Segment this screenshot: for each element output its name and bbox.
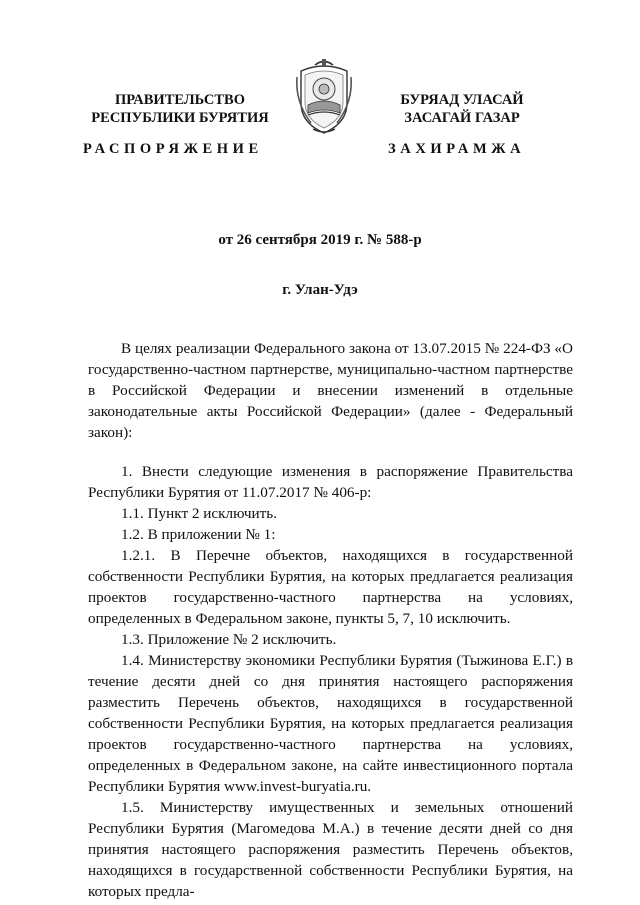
issuer-name-buryat: [372, 91, 552, 127]
document-city: г. Улан-Удэ: [282, 282, 358, 298]
document-type-buryat: ЗАХИРАМЖА: [388, 141, 526, 157]
paragraph-item-1-5: 1.5. Министерству имущественных и земельных отношений Республики Бурятия (Магомедова М.А.) в течение десяти дней со дня принятия настоящего распоряжения разместить Перечень объектов, находящихся в государственной собственности Республики Бурятия, на которых предла-: [88, 799, 573, 900]
issuer-name-russian: [70, 91, 290, 127]
paragraph-item-1: 1. Внести следующие изменения в распоряжение Правительства Республики Бурятия от 11.07.2017 № 406-р:: [88, 463, 573, 501]
paragraph-item-1-4: 1.4. Министерству экономики Республики Бурятия (Тыжинова Е.Г.) в течение десяти дней со дня принятия настоящего распоряжения разместить Перечень объектов, находящихся в государственной собственности Республики Бурятия, на которых предлагается реализация проектов государственно-частного партнерства на условиях, определенных в Федеральном законе, на сайте инвестиционного портала Республики Бурятия www.invest-buryatia.ru.: [88, 652, 573, 795]
paragraph-item-1-3: 1.3. Приложение № 2 исключить.: [121, 631, 337, 648]
issuer-line-2-buryat: ЗАСАГАЙ ГАЗАР: [404, 110, 520, 126]
document-body: [88, 338, 573, 902]
paragraph-item-1-2: 1.2. В приложении № 1:: [121, 526, 276, 543]
document-date-number: от 26 сентября 2019 г. № 588-р: [218, 232, 422, 248]
issuer-line-1-buryat: БУРЯАД УЛАСАЙ: [400, 92, 524, 108]
coat-of-arms-emblem: [293, 57, 355, 137]
paragraph-item-1-2-1: 1.2.1. В Перечне объектов, находящихся в государственной собственности Республики Бурятия, на которых предлагается реализация проектов государственно-частного партнерства на условиях, определенных в Федеральном законе, пункты 5, 7, 10 исключить.: [88, 547, 573, 627]
issuer-line-2: РЕСПУБЛИКИ БУРЯТИЯ: [91, 110, 269, 126]
document-type-russian: РАСПОРЯЖЕНИЕ: [83, 141, 263, 157]
paragraph-item-1-1: 1.1. Пункт 2 исключить.: [121, 505, 277, 522]
paragraph-preamble: В целях реализации Федерального закона от 13.07.2015 № 224-ФЗ «О государственно-частном партнерстве, муниципально-частном партнерстве в Российской Федерации и внесении изменений в отдельные законодательные акты Российской Федерации» (далее - Федеральный закон):: [88, 340, 573, 441]
issuer-line-1: ПРАВИТЕЛЬСТВО: [115, 92, 245, 108]
